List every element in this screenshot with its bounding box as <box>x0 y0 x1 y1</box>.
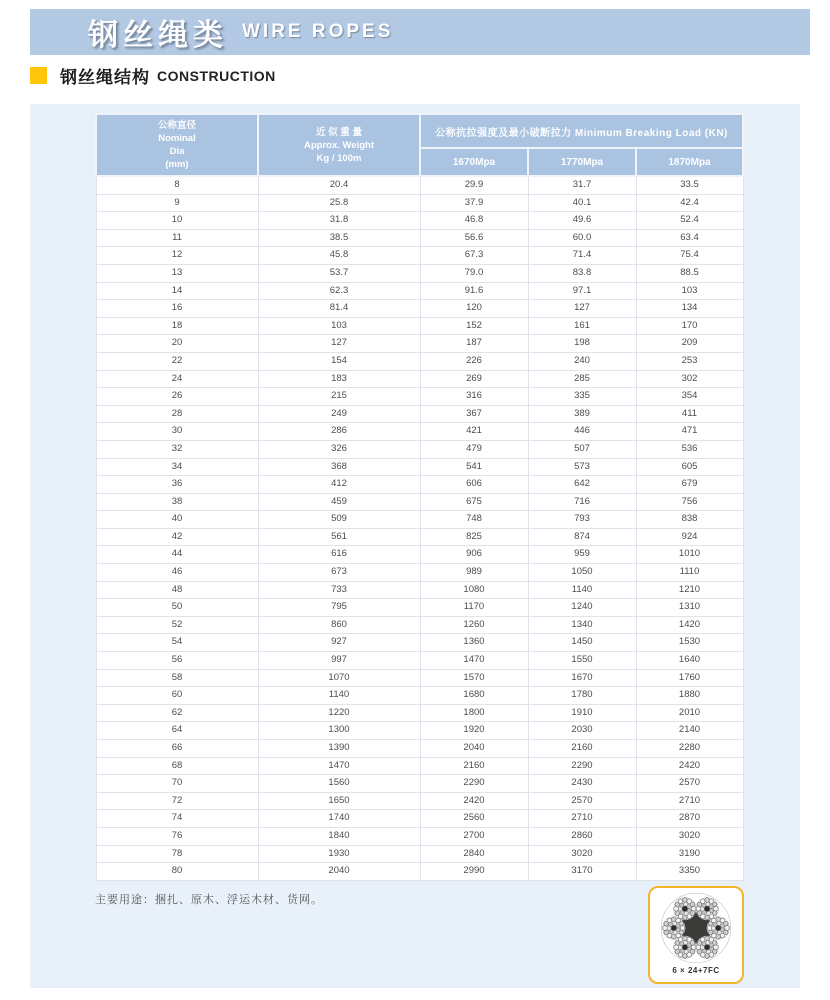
spec-table <box>95 113 744 881</box>
table-cell: 198 <box>528 335 636 353</box>
table-cell: 72 <box>96 792 258 810</box>
table-cell: 183 <box>258 370 420 388</box>
table-cell: 44 <box>96 546 258 564</box>
table-row <box>96 599 743 617</box>
table-row <box>96 528 743 546</box>
table-cell: 161 <box>528 317 636 335</box>
table-row <box>96 440 743 458</box>
table-cell: 561 <box>258 528 420 546</box>
table-row <box>96 317 743 335</box>
table-cell: 2840 <box>420 845 528 863</box>
table-cell: 97.1 <box>528 282 636 300</box>
table-cell: 316 <box>420 388 528 406</box>
table-cell: 134 <box>636 300 743 318</box>
table-row <box>96 616 743 634</box>
table-cell: 1930 <box>258 845 420 863</box>
table-cell: 152 <box>420 317 528 335</box>
table-cell: 1240 <box>528 599 636 617</box>
table-cell: 2160 <box>528 740 636 758</box>
grade-header-1770: 1770Mpa <box>528 148 636 176</box>
table-row <box>96 247 743 265</box>
table-cell: 756 <box>636 493 743 511</box>
table-row <box>96 493 743 511</box>
table-cell: 20.4 <box>258 176 420 194</box>
table-cell: 12 <box>96 247 258 265</box>
table-cell: 42.4 <box>636 194 743 212</box>
table-row <box>96 176 743 194</box>
table-row <box>96 405 743 423</box>
table-cell: 421 <box>420 423 528 441</box>
usage-note: 主要用途：捆扎、原木、浮运木材、货网。 <box>95 894 323 906</box>
section-title-en: CONSTRUCTION <box>157 67 276 84</box>
table-cell: 616 <box>258 546 420 564</box>
table-cell: 3020 <box>636 827 743 845</box>
table-cell: 1080 <box>420 581 528 599</box>
table-row <box>96 792 743 810</box>
table-cell: 80 <box>96 863 258 881</box>
col-weight-header <box>258 114 420 176</box>
table-cell: 13 <box>96 264 258 282</box>
table-cell: 67.3 <box>420 247 528 265</box>
table-cell: 3190 <box>636 845 743 863</box>
table-cell: 103 <box>636 282 743 300</box>
table-cell: 46 <box>96 564 258 582</box>
table-row <box>96 511 743 529</box>
page-title-en: WIRE ROPES <box>242 21 394 42</box>
table-cell: 1560 <box>258 775 420 793</box>
table-row <box>96 845 743 863</box>
table-cell: 793 <box>528 511 636 529</box>
table-row <box>96 370 743 388</box>
table-cell: 795 <box>258 599 420 617</box>
rope-diagram-label: 6 × 24+7FC <box>672 966 720 975</box>
table-cell: 825 <box>420 528 528 546</box>
col-weight-header-zh: 近 似 重 量 <box>316 126 362 138</box>
table-cell: 1050 <box>528 564 636 582</box>
table-cell: 249 <box>258 405 420 423</box>
col-dia-header-en1: Nominal <box>158 133 196 144</box>
table-cell: 2290 <box>420 775 528 793</box>
table-cell: 24 <box>96 370 258 388</box>
table-cell: 368 <box>258 458 420 476</box>
table-cell: 675 <box>420 493 528 511</box>
table-cell: 16 <box>96 300 258 318</box>
table-cell: 2700 <box>420 827 528 845</box>
table-cell: 1140 <box>528 581 636 599</box>
table-cell: 18 <box>96 317 258 335</box>
table-cell: 989 <box>420 564 528 582</box>
section-bullet-icon <box>30 67 47 84</box>
table-cell: 81.4 <box>258 300 420 318</box>
table-cell: 48 <box>96 581 258 599</box>
table-cell: 36 <box>96 476 258 494</box>
table-cell: 1010 <box>636 546 743 564</box>
table-row <box>96 458 743 476</box>
table-cell: 471 <box>636 423 743 441</box>
table-cell: 33.5 <box>636 176 743 194</box>
col-weight-header-en: Approx. Weight <box>303 139 375 151</box>
table-row <box>96 581 743 599</box>
table-cell: 29.9 <box>420 176 528 194</box>
table-cell: 1310 <box>636 599 743 617</box>
table-row <box>96 775 743 793</box>
table-cell: 2160 <box>420 757 528 775</box>
table-cell: 74 <box>96 810 258 828</box>
table-cell: 1910 <box>528 704 636 722</box>
table-cell: 45.8 <box>258 247 420 265</box>
table-cell: 58 <box>96 669 258 687</box>
table-cell: 2030 <box>528 722 636 740</box>
table-row <box>96 388 743 406</box>
table-row <box>96 300 743 318</box>
table-cell: 50 <box>96 599 258 617</box>
table-cell: 860 <box>258 616 420 634</box>
table-cell: 509 <box>258 511 420 529</box>
table-cell: 838 <box>636 511 743 529</box>
table-row <box>96 476 743 494</box>
table-cell: 2420 <box>420 792 528 810</box>
table-cell: 1740 <box>258 810 420 828</box>
table-cell: 679 <box>636 476 743 494</box>
table-cell: 2040 <box>258 863 420 881</box>
table-cell: 2560 <box>420 810 528 828</box>
table-row <box>96 863 743 881</box>
page-title-zh: 钢丝绳类 <box>88 19 228 52</box>
table-cell: 91.6 <box>420 282 528 300</box>
table-cell: 2140 <box>636 722 743 740</box>
table-cell: 285 <box>528 370 636 388</box>
table-cell: 11 <box>96 229 258 247</box>
table-cell: 1210 <box>636 581 743 599</box>
table-row <box>96 194 743 212</box>
table-cell: 997 <box>258 652 420 670</box>
table-cell: 286 <box>258 423 420 441</box>
table-cell: 56.6 <box>420 229 528 247</box>
table-cell: 34 <box>96 458 258 476</box>
table-cell: 60 <box>96 687 258 705</box>
table-cell: 1450 <box>528 634 636 652</box>
table-cell: 459 <box>258 493 420 511</box>
table-cell: 606 <box>420 476 528 494</box>
table-cell: 1530 <box>636 634 743 652</box>
table-cell: 226 <box>420 352 528 370</box>
section-title-zh: 钢丝绳结构 <box>60 68 150 87</box>
table-cell: 642 <box>528 476 636 494</box>
table-cell: 2860 <box>528 827 636 845</box>
table-row <box>96 546 743 564</box>
table-cell: 79.0 <box>420 264 528 282</box>
table-cell: 127 <box>258 335 420 353</box>
table-cell: 75.4 <box>636 247 743 265</box>
spec-table-body <box>96 176 743 880</box>
table-cell: 187 <box>420 335 528 353</box>
table-cell: 120 <box>420 300 528 318</box>
table-cell: 573 <box>528 458 636 476</box>
table-cell: 1800 <box>420 704 528 722</box>
table-cell: 1550 <box>528 652 636 670</box>
table-cell: 874 <box>528 528 636 546</box>
table-cell: 9 <box>96 194 258 212</box>
content-panel <box>30 104 800 988</box>
table-cell: 38.5 <box>258 229 420 247</box>
table-cell: 1110 <box>636 564 743 582</box>
table-cell: 1570 <box>420 669 528 687</box>
table-row <box>96 652 743 670</box>
table-cell: 26 <box>96 388 258 406</box>
table-cell: 62.3 <box>258 282 420 300</box>
table-cell: 2710 <box>636 792 743 810</box>
table-cell: 52.4 <box>636 212 743 230</box>
table-cell: 60.0 <box>528 229 636 247</box>
table-cell: 1360 <box>420 634 528 652</box>
table-cell: 673 <box>258 564 420 582</box>
table-cell: 63.4 <box>636 229 743 247</box>
table-cell: 68 <box>96 757 258 775</box>
table-cell: 1760 <box>636 669 743 687</box>
table-cell: 733 <box>258 581 420 599</box>
table-cell: 302 <box>636 370 743 388</box>
table-cell: 1260 <box>420 616 528 634</box>
table-cell: 20 <box>96 335 258 353</box>
table-cell: 1340 <box>528 616 636 634</box>
table-cell: 30 <box>96 423 258 441</box>
table-cell: 209 <box>636 335 743 353</box>
table-cell: 2710 <box>528 810 636 828</box>
table-row <box>96 669 743 687</box>
table-row <box>96 282 743 300</box>
table-cell: 1880 <box>636 687 743 705</box>
table-cell: 1650 <box>258 792 420 810</box>
table-cell: 1670 <box>528 669 636 687</box>
table-cell: 1680 <box>420 687 528 705</box>
table-cell: 3170 <box>528 863 636 881</box>
table-cell: 2990 <box>420 863 528 881</box>
table-row <box>96 740 743 758</box>
table-cell: 1390 <box>258 740 420 758</box>
table-cell: 40.1 <box>528 194 636 212</box>
table-cell: 22 <box>96 352 258 370</box>
table-cell: 2430 <box>528 775 636 793</box>
table-cell: 354 <box>636 388 743 406</box>
table-row <box>96 335 743 353</box>
table-cell: 71.4 <box>528 247 636 265</box>
col-weight-header-unit: Kg / 100m <box>316 152 362 164</box>
table-cell: 40 <box>96 511 258 529</box>
table-cell: 605 <box>636 458 743 476</box>
table-cell: 64 <box>96 722 258 740</box>
table-cell: 1220 <box>258 704 420 722</box>
table-cell: 32 <box>96 440 258 458</box>
table-row <box>96 757 743 775</box>
table-cell: 2280 <box>636 740 743 758</box>
table-cell: 479 <box>420 440 528 458</box>
col-dia-header <box>96 114 258 176</box>
table-cell: 3020 <box>528 845 636 863</box>
table-cell: 1140 <box>258 687 420 705</box>
table-cell: 541 <box>420 458 528 476</box>
table-cell: 906 <box>420 546 528 564</box>
table-cell: 507 <box>528 440 636 458</box>
table-cell: 411 <box>636 405 743 423</box>
table-row <box>96 704 743 722</box>
table-row <box>96 229 743 247</box>
table-cell: 54 <box>96 634 258 652</box>
table-cell: 2570 <box>636 775 743 793</box>
table-cell: 78 <box>96 845 258 863</box>
table-cell: 3350 <box>636 863 743 881</box>
page-header <box>30 9 810 55</box>
table-cell: 2420 <box>636 757 743 775</box>
table-cell: 2290 <box>528 757 636 775</box>
table-cell: 66 <box>96 740 258 758</box>
breaking-load-group-header: 公称抗拉强度及最小破断拉力 Minimum Breaking Load (KN) <box>420 114 743 148</box>
table-cell: 28 <box>96 405 258 423</box>
table-cell: 1470 <box>420 652 528 670</box>
table-cell: 14 <box>96 282 258 300</box>
table-row <box>96 264 743 282</box>
table-cell: 240 <box>528 352 636 370</box>
table-cell: 2040 <box>420 740 528 758</box>
table-cell: 10 <box>96 212 258 230</box>
table-cell: 2570 <box>528 792 636 810</box>
table-cell: 269 <box>420 370 528 388</box>
table-cell: 53.7 <box>258 264 420 282</box>
table-cell: 25.8 <box>258 194 420 212</box>
table-cell: 1920 <box>420 722 528 740</box>
table-cell: 1170 <box>420 599 528 617</box>
col-dia-header-zh: 公称直径 <box>157 120 196 131</box>
grade-header-1670: 1670Mpa <box>420 148 528 176</box>
table-cell: 446 <box>528 423 636 441</box>
table-cell: 924 <box>636 528 743 546</box>
table-cell: 536 <box>636 440 743 458</box>
table-cell: 2010 <box>636 704 743 722</box>
table-cell: 1780 <box>528 687 636 705</box>
table-cell: 1640 <box>636 652 743 670</box>
table-cell: 52 <box>96 616 258 634</box>
table-cell: 959 <box>528 546 636 564</box>
table-cell: 38 <box>96 493 258 511</box>
table-cell: 215 <box>258 388 420 406</box>
table-row <box>96 212 743 230</box>
table-cell: 716 <box>528 493 636 511</box>
table-row <box>96 810 743 828</box>
table-cell: 62 <box>96 704 258 722</box>
table-cell: 83.8 <box>528 264 636 282</box>
table-cell: 1070 <box>258 669 420 687</box>
table-cell: 31.8 <box>258 212 420 230</box>
table-cell: 1840 <box>258 827 420 845</box>
table-cell: 335 <box>528 388 636 406</box>
table-cell: 127 <box>528 300 636 318</box>
table-cell: 2870 <box>636 810 743 828</box>
col-dia-header-unit: (mm) <box>165 159 189 170</box>
table-cell: 326 <box>258 440 420 458</box>
table-cell: 88.5 <box>636 264 743 282</box>
table-row <box>96 423 743 441</box>
table-row <box>96 827 743 845</box>
table-cell: 748 <box>420 511 528 529</box>
table-cell: 56 <box>96 652 258 670</box>
table-row <box>96 352 743 370</box>
table-cell: 42 <box>96 528 258 546</box>
table-row <box>96 687 743 705</box>
table-row <box>96 564 743 582</box>
table-cell: 1470 <box>258 757 420 775</box>
table-cell: 389 <box>528 405 636 423</box>
table-cell: 367 <box>420 405 528 423</box>
rope-diagram <box>648 886 744 984</box>
table-cell: 31.7 <box>528 176 636 194</box>
rope-cross-section-image <box>658 891 734 965</box>
table-cell: 412 <box>258 476 420 494</box>
col-dia-header-en2: Dia <box>169 146 185 157</box>
table-cell: 49.6 <box>528 212 636 230</box>
table-cell: 170 <box>636 317 743 335</box>
section-header <box>30 63 276 88</box>
table-cell: 37.9 <box>420 194 528 212</box>
table-cell: 70 <box>96 775 258 793</box>
table-cell: 76 <box>96 827 258 845</box>
table-cell: 1420 <box>636 616 743 634</box>
table-cell: 1300 <box>258 722 420 740</box>
table-cell: 8 <box>96 176 258 194</box>
table-row <box>96 722 743 740</box>
table-cell: 253 <box>636 352 743 370</box>
grade-header-1870: 1870Mpa <box>636 148 743 176</box>
table-cell: 154 <box>258 352 420 370</box>
table-cell: 103 <box>258 317 420 335</box>
table-cell: 46.8 <box>420 212 528 230</box>
table-row <box>96 634 743 652</box>
table-cell: 927 <box>258 634 420 652</box>
